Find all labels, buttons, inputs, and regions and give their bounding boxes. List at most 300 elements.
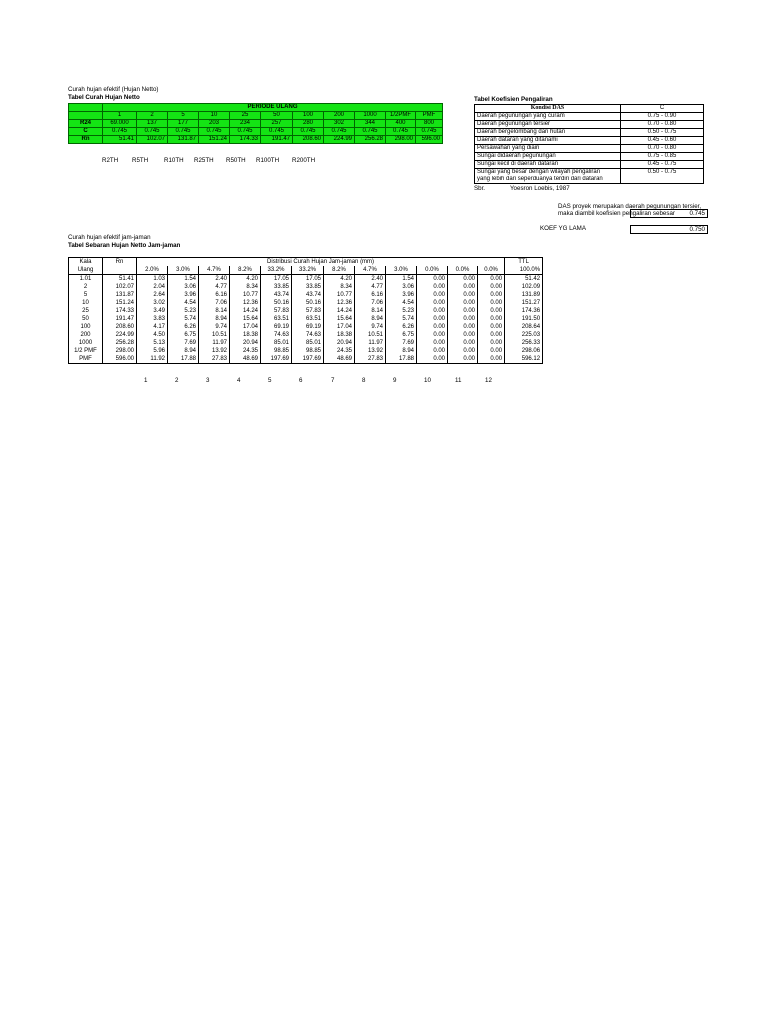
row-value: 234 [230,120,261,128]
coef-c: 0.75 - 0.85 [621,153,704,161]
ttl: 131.89 [505,291,543,299]
row-value: 191.47 [261,136,293,144]
period-8: 1000 [355,112,386,120]
return-label-6: R200TH [292,157,316,164]
period-6: 100 [293,112,324,120]
section2-caption: Curah hujan efektif jam-jaman [68,234,151,241]
dist-value: 9.74 [355,323,386,331]
ttl: 298.06 [505,347,543,355]
koef-label: KOEF YG LAMA [540,225,586,232]
dist-value: 17.88 [386,355,417,364]
dist-value: 0.00 [448,291,478,299]
ttl: 191.50 [505,315,543,323]
dist-value: 197.69 [261,355,292,364]
row-value: 69.000 [103,120,137,128]
coef-header-c: C [621,105,704,113]
return-label-2: R10TH [164,157,184,164]
dist-value: 20.94 [230,339,261,347]
period-1: 2 [137,112,168,120]
coef-c: 0.50 - 0.75 [621,169,704,177]
dist-value: 10.77 [230,291,261,299]
ttl: 256.33 [505,339,543,347]
periods-row-corner [69,112,103,120]
koef-value: 0.750 [630,225,708,234]
dist-value: 13.92 [355,347,386,355]
dist-value: 8.94 [168,347,199,355]
row-value: 0.745 [103,128,137,136]
dist-value: 7.06 [355,299,386,307]
row-value: 51.41 [103,136,137,144]
percent-7: 4.7% [355,266,386,275]
period-10: PMF [416,112,443,120]
dist-value: 8.94 [199,315,230,323]
dist-value: 9.74 [199,323,230,331]
ttl: 174.36 [505,307,543,315]
dist-value: 98.85 [261,347,292,355]
kala: 2 [69,283,103,291]
dist-value: 0.00 [448,331,478,339]
dist-value: 33.85 [261,283,292,291]
percent-0: 2.0% [137,266,168,275]
dist-value: 85.01 [292,339,324,347]
dist-value: 18.38 [230,331,261,339]
row-value: 151.24 [199,136,230,144]
dist-value: 69.19 [261,323,292,331]
percent-1: 3.0% [168,266,199,275]
dist-value: 0.00 [417,283,448,291]
coef-c: 0.45 - 0.60 [621,137,704,145]
dist-value: 0.00 [448,283,478,291]
dist-value: 6.26 [386,323,417,331]
period-0: 1 [103,112,137,120]
table-row [69,291,543,299]
coef-c: 0.70 - 0.80 [621,145,704,153]
dist-value: 11.97 [199,339,230,347]
dist-value: 13.92 [199,347,230,355]
row-value: 102.07 [137,136,168,144]
percent-10: 0.0% [448,266,478,275]
green-table-row [69,136,443,144]
percent-2: 4.7% [199,266,230,275]
coef-note-value: 0.745 [630,209,708,218]
dist-value: 6.16 [355,291,386,299]
dist-value: 0.00 [478,307,505,315]
col-distribution: Distribusi Curah Hujan Jam-jaman (mm) [137,258,505,267]
dist-value: 2.64 [137,291,168,299]
dist-value: 2.40 [355,275,386,284]
rn: 191.47 [103,315,137,323]
dist-value: 11.92 [137,355,168,364]
dist-value: 0.00 [417,299,448,307]
row-value: 800 [416,120,443,128]
rn: 131.87 [103,291,137,299]
green-table-row [69,128,443,136]
coef-kondisi: Sungai yang besar dengan wilayah pengaliran [475,169,621,177]
coef-title: Tabel Koefisien Pengaliran [474,96,553,103]
kala: 100 [69,323,103,331]
dist-value: 0.00 [448,323,478,331]
row-value: 0.745 [261,128,293,136]
coef-kondisi: Persawahan yang diairi [475,145,621,153]
table-row [69,331,543,339]
return-label-1: R5TH [132,157,149,164]
row-value: 0.745 [137,128,168,136]
dist-value: 8.94 [355,315,386,323]
dist-value: 4.54 [386,299,417,307]
table-row [69,299,543,307]
dist-value: 7.06 [199,299,230,307]
row-value: 137 [137,120,168,128]
dist-value: 10.51 [199,331,230,339]
dist-value: 4.17 [137,323,168,331]
row-value: 0.745 [416,128,443,136]
dist-value: 17.04 [230,323,261,331]
kala: 25 [69,307,103,315]
dist-value: 43.74 [261,291,292,299]
dist-value: 17.05 [261,275,292,284]
periods-row [69,112,443,120]
col-ulang: Ulang [69,266,103,275]
coef-row [475,145,704,153]
coef-row [475,121,704,129]
rn: 224.99 [103,331,137,339]
dist-value: 14.24 [324,307,355,315]
percent-6: 8.2% [324,266,355,275]
dist-value: 0.00 [448,339,478,347]
dist-value: 17.88 [168,355,199,364]
table-row [69,355,543,364]
dist-value: 0.00 [417,355,448,364]
kala: 50 [69,315,103,323]
row-label: C [69,128,103,136]
period-2: 5 [168,112,199,120]
period-5: 50 [261,112,293,120]
table-row [69,275,543,284]
green-table-corner [69,104,103,112]
dist-value: 15.64 [230,315,261,323]
table-row [69,283,543,291]
kala: 10 [69,299,103,307]
percent-9: 0.0% [417,266,448,275]
dist-value: 2.40 [199,275,230,284]
ttl: 225.03 [505,331,543,339]
green-table [68,103,443,144]
table-row [69,347,543,355]
dist-value: 14.24 [230,307,261,315]
dist-value: 43.74 [292,291,324,299]
row-label: Rn [69,136,103,144]
dist-value: 0.00 [478,339,505,347]
coef-header-kondisi: Kondisi DAS [475,105,621,113]
ttl: 151.27 [505,299,543,307]
dist-value: 48.69 [230,355,261,364]
coef-kondisi: Daerah pegunungan tersier [475,121,621,129]
dist-value: 20.94 [324,339,355,347]
dist-value: 0.00 [448,299,478,307]
dist-value: 0.00 [448,315,478,323]
coef-row [475,113,704,121]
dist-value: 0.00 [417,347,448,355]
dist-value: 27.83 [355,355,386,364]
dist-value: 7.69 [386,339,417,347]
dist-value: 10.77 [324,291,355,299]
green-table-row [69,120,443,128]
section1-caption: Curah hujan efektif (Hujan Netto) [68,86,159,93]
dist-value: 33.85 [292,283,324,291]
dist-value: 3.96 [386,291,417,299]
dist-value: 197.69 [292,355,324,364]
dist-value: 8.34 [230,283,261,291]
section1-title: Tabel Curah Hujan Netto [68,94,140,101]
dist-value: 4.20 [324,275,355,284]
dist-value: 3.49 [137,307,168,315]
return-label-5: R100TH [256,157,280,164]
dist-value: 3.02 [137,299,168,307]
rn: 151.24 [103,299,137,307]
dist-value: 8.14 [199,307,230,315]
dist-value: 3.83 [137,315,168,323]
rn: 298.00 [103,347,137,355]
coef-kondisi: Sungai kecil di daerah dataran [475,161,621,169]
hour-number-6: 7 [331,377,335,384]
dist-value: 0.00 [478,331,505,339]
dist-value: 1.54 [386,275,417,284]
section2-title: Tabel Sebaran Hujan Netto Jam-jaman [68,242,181,249]
dist-value: 0.00 [417,339,448,347]
dist-value: 57.83 [261,307,292,315]
coef-kondisi: yang lebih dari seperduanya terdiri dari dataran [475,176,621,184]
dist-value: 98.85 [292,347,324,355]
dist-value: 18.38 [324,331,355,339]
period-9: 1/2PMF [386,112,416,120]
coef-row [475,129,704,137]
coef-c: 0.75 - 0.90 [621,113,704,121]
dist-value: 6.75 [386,331,417,339]
hour-number-11: 12 [485,377,492,384]
dist-value: 1.03 [137,275,168,284]
dist-value: 12.36 [324,299,355,307]
dist-value: 10.51 [355,331,386,339]
dist-value: 17.05 [292,275,324,284]
row-label: R24 [69,120,103,128]
dist-value: 0.00 [478,275,505,284]
ttl: 208.64 [505,323,543,331]
ttl-percent: 100.0% [505,266,543,275]
kala: 1/2 PMF [69,347,103,355]
dist-value: 69.19 [292,323,324,331]
dist-value: 24.35 [230,347,261,355]
row-value: 177 [168,120,199,128]
coef-row [475,169,704,177]
row-value: 257 [261,120,293,128]
dist-value: 8.14 [355,307,386,315]
dist-value: 5.74 [168,315,199,323]
coef-c: 0.70 - 0.80 [621,121,704,129]
dist-value: 0.00 [478,323,505,331]
dist-value: 5.23 [386,307,417,315]
row-value: 0.745 [230,128,261,136]
return-label-3: R25TH [194,157,214,164]
dist-value: 5.74 [386,315,417,323]
col-rn: Rn [103,258,137,267]
dist-value: 15.64 [324,315,355,323]
dist-value: 0.00 [417,323,448,331]
kala: 1.01 [69,275,103,284]
row-value: 0.745 [293,128,324,136]
row-value: 131.87 [168,136,199,144]
ttl: 596.12 [505,355,543,364]
row-value: 224.99 [324,136,355,144]
distribution-table [68,257,543,364]
kala: 1000 [69,339,103,347]
row-value: 208.60 [293,136,324,144]
table-row [69,339,543,347]
dist-value: 2.04 [137,283,168,291]
coef-kondisi: Sungai didaerah pegunungan [475,153,621,161]
return-label-0: R2TH [102,157,119,164]
row-value: 256.28 [355,136,386,144]
dist-value: 50.16 [261,299,292,307]
dist-value: 57.83 [292,307,324,315]
rn: 596.00 [103,355,137,364]
dist-value: 4.77 [199,283,230,291]
rn: 208.60 [103,323,137,331]
coef-row [475,137,704,145]
dist-value: 17.04 [324,323,355,331]
ttl: 51.42 [505,275,543,284]
row-value: 0.745 [386,128,416,136]
row-value: 0.745 [355,128,386,136]
dist-value: 5.96 [137,347,168,355]
percent-5: 33.2% [292,266,324,275]
periode-header: PERIODE ULANG [103,104,443,112]
dist-value: 0.00 [478,283,505,291]
dist-value: 63.51 [292,315,324,323]
rn: 102.07 [103,283,137,291]
coef-row [475,176,704,184]
dist-value: 8.94 [386,347,417,355]
coef-kondisi: Daerah bergelombang dan hutan [475,129,621,137]
return-label-4: R50TH [226,157,246,164]
row-value: 280 [293,120,324,128]
dist-value: 0.00 [417,331,448,339]
col-ttl: TTL [505,258,543,267]
dist-value: 63.51 [261,315,292,323]
coef-source-label: Sbr. [474,185,486,192]
dist-value: 0.00 [478,355,505,364]
percent-3: 8.2% [230,266,261,275]
hour-number-10: 11 [455,377,462,384]
dist-value: 0.00 [448,347,478,355]
dist-value: 0.00 [417,275,448,284]
percent-11: 0.0% [478,266,505,275]
dist-value: 85.01 [261,339,292,347]
dist-value: 48.69 [324,355,355,364]
coef-c: 0.45 - 0.75 [621,161,704,169]
dist-value: 5.23 [168,307,199,315]
kala: 5 [69,291,103,299]
hour-number-3: 4 [237,377,241,384]
dist-value: 0.00 [417,315,448,323]
coef-kondisi: Daerah pegunungan yang curam [475,113,621,121]
dist-value: 0.00 [478,299,505,307]
row-value: 0.745 [199,128,230,136]
hour-number-9: 10 [424,377,431,384]
coef-table [474,104,704,184]
dist-value: 0.00 [478,291,505,299]
dist-value: 6.16 [199,291,230,299]
table-row [69,307,543,315]
row-value: 0.745 [324,128,355,136]
col-rn-blank [103,266,137,275]
coef-c: 0.50 - 0.75 [621,129,704,137]
row-value: 298.00 [386,136,416,144]
period-7: 200 [324,112,355,120]
dist-value: 50.16 [292,299,324,307]
hour-numbers [136,377,508,385]
dist-value: 0.00 [448,355,478,364]
ttl: 102.09 [505,283,543,291]
dist-value: 4.77 [355,283,386,291]
dist-value: 3.06 [168,283,199,291]
coef-c [621,176,704,184]
hour-number-2: 3 [206,377,210,384]
dist-value: 1.54 [168,275,199,284]
dist-value: 0.00 [448,275,478,284]
dist-value: 3.06 [386,283,417,291]
dist-value: 6.26 [168,323,199,331]
dist-value: 24.35 [324,347,355,355]
row-value: 0.745 [168,128,199,136]
row-value: 203 [199,120,230,128]
kala: PMF [69,355,103,364]
dist-value: 0.00 [478,347,505,355]
hour-number-7: 8 [362,377,366,384]
dist-value: 3.96 [168,291,199,299]
hour-number-4: 5 [268,377,272,384]
rn: 256.28 [103,339,137,347]
dist-value: 6.75 [168,331,199,339]
dist-value: 5.13 [137,339,168,347]
table-row [69,315,543,323]
rn: 51.41 [103,275,137,284]
dist-value: 4.50 [137,331,168,339]
row-value: 174.33 [230,136,261,144]
dist-value: 7.69 [168,339,199,347]
dist-value: 0.00 [417,291,448,299]
rn: 174.33 [103,307,137,315]
period-4: 25 [230,112,261,120]
coef-note-line2: maka diambil koefisien pengaliran sebesar [558,210,675,217]
percent-8: 3.0% [386,266,417,275]
dist-value: 4.54 [168,299,199,307]
dist-value: 74.63 [261,331,292,339]
row-value: 344 [355,120,386,128]
period-3: 10 [199,112,230,120]
row-value: 596.00 [416,136,443,144]
dist-value: 11.97 [355,339,386,347]
percent-4: 33.2% [261,266,292,275]
row-value: 400 [386,120,416,128]
hour-number-1: 2 [175,377,179,384]
coef-source-text: Yoesron Loebis, 1987 [510,185,570,192]
return-labels [102,157,362,165]
dist-value: 74.63 [292,331,324,339]
hour-number-5: 6 [299,377,303,384]
dist-value: 0.00 [448,307,478,315]
kala: 200 [69,331,103,339]
dist-value: 0.00 [478,315,505,323]
